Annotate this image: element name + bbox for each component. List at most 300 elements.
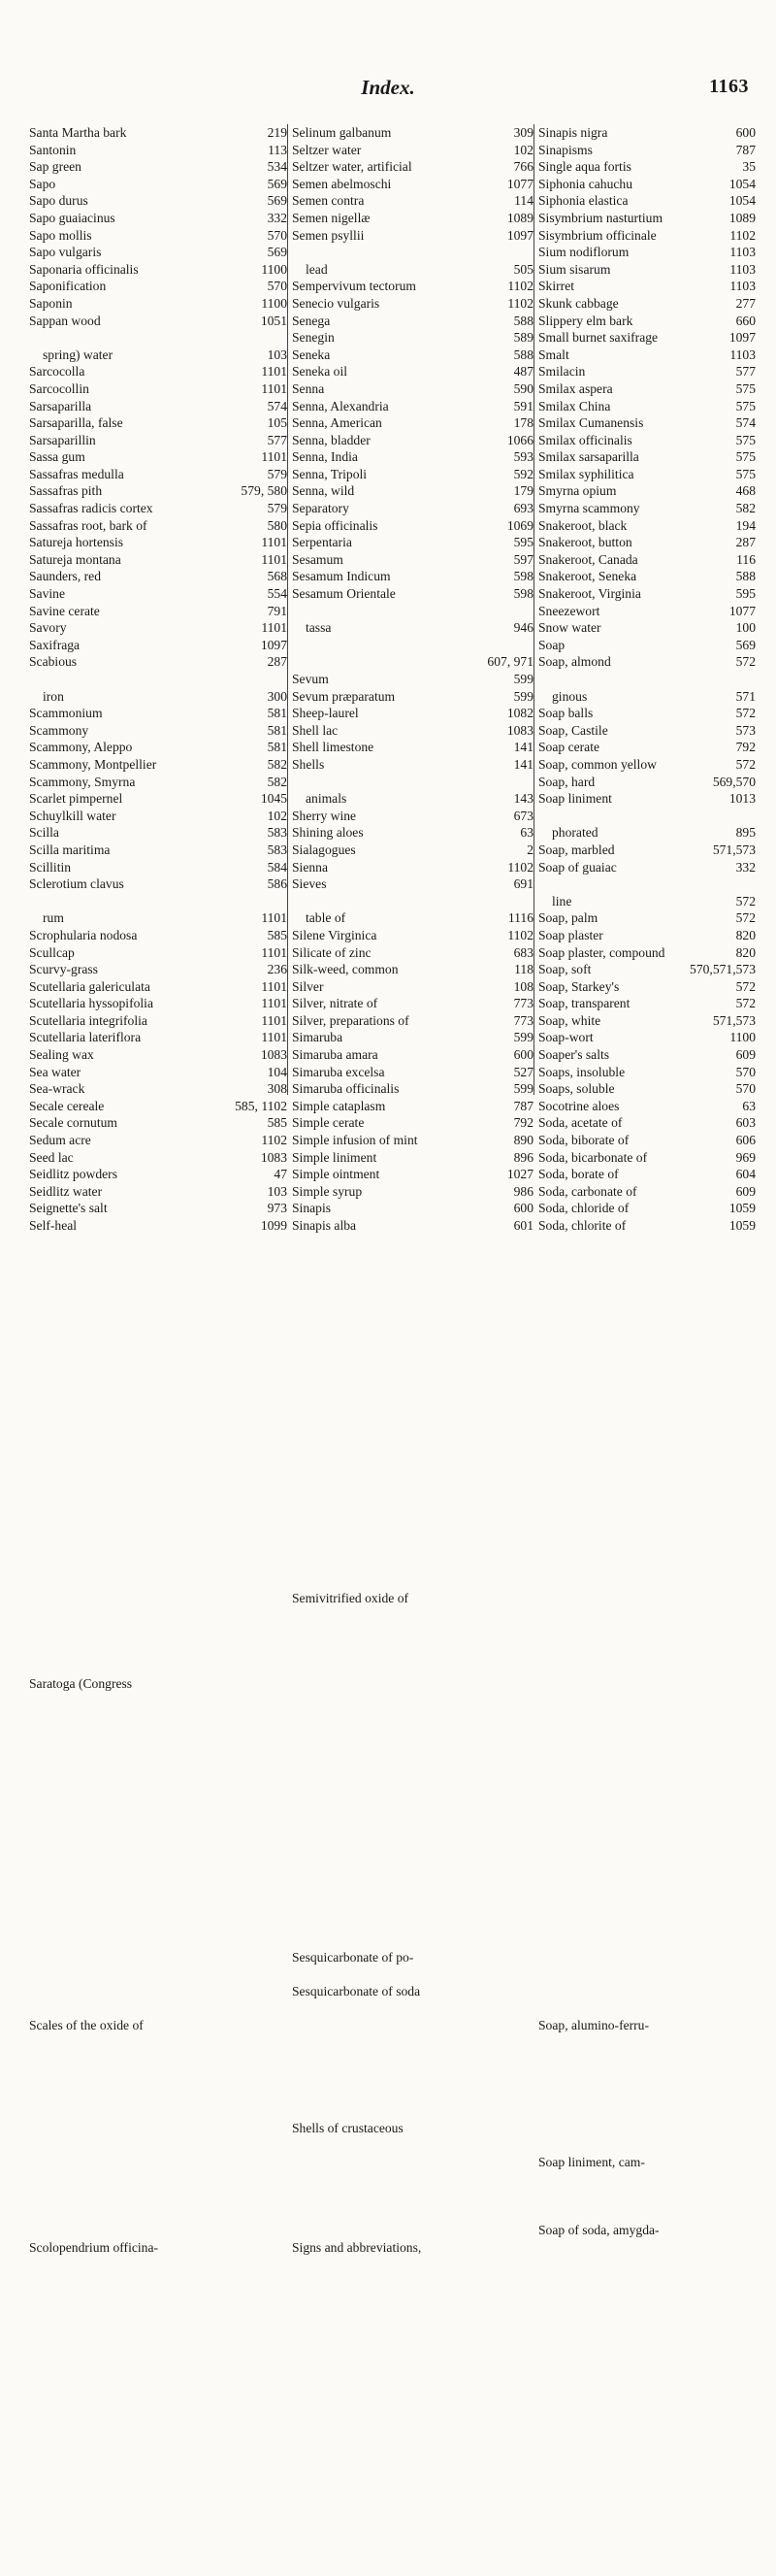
index-term: Scutellaria galericulata [29, 978, 150, 994]
index-page-ref: 113 [268, 142, 287, 157]
index-term: Satureja hortensis [29, 535, 124, 550]
index-page-ref: 787 [735, 142, 756, 157]
index-page-ref: 581 [267, 722, 287, 738]
index-entry [29, 688, 289, 706]
index-page-ref: 600 [735, 125, 756, 140]
index-entry [292, 261, 536, 279]
index-term: Scrophularia nodosa [29, 927, 138, 942]
index-page-ref: 568 [267, 569, 287, 584]
index-page-ref: 309 [513, 125, 534, 140]
index-term: Scales of the oxide of [29, 2018, 144, 2032]
index-page-ref: 577 [267, 432, 287, 447]
index-term: Shining aloes [292, 825, 364, 841]
index-term: Silene Virginica [292, 927, 377, 942]
index-page-ref: 601 [513, 1218, 534, 1233]
index-entry [292, 653, 536, 671]
index-term: Scolopendrium officina- [29, 2239, 159, 2255]
index-page-ref: 607, 971 [487, 654, 534, 670]
index-term: Seignette's salt [29, 1201, 108, 1216]
index-page-ref: 1027 [506, 1167, 534, 1182]
index-term: Smyrna scammony [538, 501, 640, 516]
index-term: Simaruba [292, 1030, 343, 1045]
index-term: spring) water [43, 347, 113, 362]
index-term: Soda, chloride of [538, 1201, 630, 1216]
index-entry [292, 227, 536, 245]
index-page-ref: 1100 [261, 261, 287, 277]
index-term: table of [306, 910, 346, 926]
index-page-ref: 580 [267, 517, 287, 533]
index-term: Scammonium [29, 706, 103, 721]
index-page-ref: 570,571,573 [690, 962, 756, 977]
index-page-ref: 178 [513, 415, 534, 431]
index-term: Seneka [292, 347, 331, 362]
index-entry [29, 142, 289, 159]
index-term: Smilax syphilitica [538, 466, 634, 481]
index-page-ref: 1101 [261, 449, 287, 465]
index-page-ref: 574 [735, 415, 756, 431]
index-entry [29, 909, 289, 927]
index-entry [538, 158, 760, 176]
index-term: Schuylkill water [29, 808, 116, 823]
index-page-ref: 300 [267, 688, 287, 704]
index-page-ref: 574 [267, 398, 287, 413]
index-page-ref: 35 [742, 159, 756, 175]
index-term: Smalt [538, 347, 569, 362]
index-term: Semen nigellæ [292, 210, 371, 225]
index-page-ref: 590 [513, 380, 534, 396]
index-page-ref: 591 [513, 398, 534, 413]
index-page-ref: 308 [267, 1081, 287, 1097]
index-page-ref: 179 [513, 483, 534, 499]
index-term: Sarcocollin [29, 380, 89, 396]
index-page-ref: 1097 [260, 637, 287, 652]
index-page-ref: 1099 [260, 1218, 287, 1233]
index-term: Skirret [538, 279, 574, 294]
index-term: Soap plaster, compound [538, 944, 665, 960]
index-term: Soap plaster [538, 927, 603, 942]
index-page-ref: 570 [735, 1064, 756, 1079]
page-title: Index. [361, 76, 415, 99]
index-page-ref: 820 [735, 944, 756, 960]
index-page-ref: 1077 [506, 176, 534, 191]
index-term: tassa [306, 620, 332, 636]
index-page-ref: 1077 [728, 603, 756, 618]
index-term: Sialagogues [292, 842, 356, 857]
index-page-ref: 599 [513, 1030, 534, 1045]
index-page-ref: 973 [267, 1201, 287, 1216]
index-term: Secale cereale [29, 1098, 105, 1113]
index-term: Seed lac [29, 1149, 74, 1165]
index-term: Soap liniment [538, 791, 612, 807]
index-term: Separatory [292, 501, 349, 516]
index-term: Satureja montana [29, 551, 121, 567]
index-term: Semivitrified oxide of [292, 1591, 409, 1606]
index-page-ref: 582 [735, 501, 756, 516]
index-page-ref: 194 [735, 517, 756, 533]
index-page-ref: 1102 [261, 1133, 287, 1148]
index-page-ref: 569 [267, 193, 287, 209]
index-page-ref: 102 [267, 808, 287, 823]
index-page-ref: 1059 [728, 1201, 756, 1216]
index-entry [292, 756, 536, 774]
index-term: Sclerotium clavus [29, 876, 124, 892]
index-term: Simple liniment [292, 1149, 377, 1165]
index-term: Scillitin [29, 859, 72, 875]
index-entry [538, 176, 760, 193]
index-term: Simaruba excelsa [292, 1064, 385, 1079]
index-term: Scutellaria lateriflora [29, 1030, 142, 1045]
index-page-ref: 572 [735, 756, 756, 772]
index-term: Seneka oil [292, 364, 348, 380]
index-page-ref: 1101 [261, 910, 287, 926]
index-term: Simaruba amara [292, 1047, 378, 1063]
index-page-ref: 572 [735, 654, 756, 670]
index-term: Sapo durus [29, 193, 88, 209]
index-page-ref: 585 [267, 1115, 287, 1131]
index-term: Seltzer water [292, 142, 362, 157]
index-term: Simple cerate [292, 1115, 365, 1131]
index-entry [29, 619, 289, 637]
index-page-ref: 791 [267, 603, 287, 618]
index-page-ref: 1089 [506, 210, 534, 225]
index-entry [292, 210, 536, 227]
index-page-ref: 792 [513, 1115, 534, 1131]
index-page-ref: 1101 [261, 535, 287, 550]
index-term: Seltzer water, artificial [292, 159, 412, 175]
index-page-ref: 219 [267, 125, 287, 140]
index-term: Sherry wine [292, 808, 357, 823]
index-page-ref: 589 [513, 330, 534, 346]
index-page-ref: 820 [735, 927, 756, 942]
index-term: Sapo mollis [29, 227, 92, 243]
index-page-ref: 1083 [506, 722, 534, 738]
index-page-ref: 683 [513, 944, 534, 960]
index-term: Single aqua fortis [538, 159, 631, 175]
index-page-ref: 787 [513, 1098, 534, 1113]
index-page-ref: 1101 [261, 364, 287, 380]
index-term: Senna, Alexandria [292, 398, 389, 413]
index-term: Sium nodiflorum [538, 245, 630, 260]
index-page-ref: 609 [735, 1183, 756, 1199]
index-page-ref: 1083 [260, 1047, 287, 1063]
index-term: Silver, nitrate of [292, 996, 378, 1011]
index-term: Sap green [29, 159, 81, 175]
index-entry [292, 380, 536, 398]
index-page-ref: 581 [267, 706, 287, 721]
index-entry [538, 278, 760, 295]
index-page-ref: 468 [735, 483, 756, 499]
index-term: Signs and abbreviations, [292, 2239, 422, 2255]
index-term: Sinapis nigra [538, 125, 608, 140]
index-term: Sedum acre [29, 1133, 91, 1148]
index-term: Soaper's salts [538, 1047, 610, 1063]
index-page-ref: 277 [735, 295, 756, 311]
index-term: Soaps, soluble [538, 1081, 615, 1097]
index-term: Sneezewort [538, 603, 600, 618]
index-term: Semen psyllii [292, 227, 365, 243]
index-page-ref: 582 [267, 756, 287, 772]
index-term: Soap, Starkey's [538, 978, 620, 994]
index-term: Sea water [29, 1064, 81, 1079]
index-page-ref: 1100 [729, 1030, 756, 1045]
index-term: Simple infusion of mint [292, 1133, 418, 1148]
index-term: lead [306, 261, 328, 277]
index-page-ref: 1045 [260, 791, 287, 807]
index-page-ref: 969 [735, 1149, 756, 1165]
index-term: Serpentaria [292, 535, 352, 550]
index-entry [292, 859, 536, 876]
index-columns [29, 124, 759, 2255]
index-page-ref: 505 [513, 261, 534, 277]
index-term: ginous [552, 688, 588, 704]
index-term: Silver [292, 978, 324, 994]
index-term: Scullcap [29, 944, 75, 960]
index-term: Sealing wax [29, 1047, 94, 1063]
index-page-ref: 572 [735, 893, 756, 908]
index-term: phorated [552, 825, 598, 841]
index-term: Sienna [292, 859, 328, 875]
index-page-ref: 890 [513, 1133, 534, 1148]
index-entry [538, 142, 760, 159]
index-entry [29, 585, 289, 603]
index-entry [538, 313, 760, 330]
index-entry [292, 158, 536, 176]
index-page-ref: 63 [742, 1098, 756, 1113]
index-page-ref: 114 [514, 193, 534, 209]
index-page-ref: 569 [267, 176, 287, 191]
index-term: Sepia officinalis [292, 517, 378, 533]
index-page-ref: 1103 [729, 279, 756, 294]
index-term: Savine [29, 586, 65, 602]
index-term: Siphonia elastica [538, 193, 629, 209]
index-page-ref: 603 [735, 1115, 756, 1131]
index-term: Snakeroot, button [538, 535, 632, 550]
index-term: Soap, common yellow [538, 756, 657, 772]
index-page-ref: 579 [267, 466, 287, 481]
index-page-ref: 572 [735, 910, 756, 926]
index-term: Sisymbrium officinale [538, 227, 657, 243]
index-page-ref: 104 [267, 1064, 287, 1079]
index-page-ref: 1102 [507, 927, 534, 942]
index-page-ref: 673 [513, 808, 534, 823]
index-page-ref: 287 [267, 654, 287, 670]
index-page-ref: 579, 580 [241, 483, 287, 499]
index-term: Santa Martha bark [29, 125, 127, 140]
index-term: Soap of guaiac [538, 859, 617, 875]
index-page-ref: 585, 1102 [235, 1098, 287, 1113]
index-page-ref: 1101 [261, 1030, 287, 1045]
index-entry [292, 671, 536, 688]
index-entry [538, 295, 760, 313]
index-term: Smilacin [538, 364, 586, 380]
index-page-ref: 592 [513, 466, 534, 481]
index-page-ref: 287 [735, 535, 756, 550]
index-page-ref: 579 [267, 501, 287, 516]
index-column-2 [287, 124, 536, 2255]
index-page-ref: 554 [267, 586, 287, 602]
index-term: Selinum galbanum [292, 125, 392, 140]
index-term: Senna, bladder [292, 432, 371, 447]
index-column-3 [534, 124, 760, 2238]
index-term: Sesamum Orientale [292, 586, 396, 602]
index-page-ref: 108 [513, 978, 534, 994]
index-page-ref: 595 [735, 586, 756, 602]
index-page-ref: 600 [513, 1047, 534, 1063]
index-term: Soda, biborate of [538, 1133, 630, 1148]
index-page-ref: 575 [735, 449, 756, 465]
index-term: Sarsaparillin [29, 432, 96, 447]
index-page-ref: 895 [735, 825, 756, 841]
index-term: Senega [292, 313, 331, 328]
index-page-ref: 946 [513, 620, 534, 636]
index-page-ref: 534 [267, 159, 287, 175]
index-page-ref: 1101 [261, 551, 287, 567]
index-page-ref: 986 [513, 1183, 534, 1199]
index-page-ref: 572 [735, 996, 756, 1011]
index-page-ref: 1102 [729, 227, 756, 243]
index-term: Soda, borate of [538, 1167, 619, 1182]
index-page-ref: 693 [513, 501, 534, 516]
index-term: Sinapis alba [292, 1218, 357, 1233]
index-page-ref: 1083 [260, 1149, 287, 1165]
index-term: Senna, India [292, 449, 358, 465]
index-term: Sempervivum tectorum [292, 279, 416, 294]
index-page-ref: 792 [735, 740, 756, 755]
index-term: Shells of crustaceous [292, 2120, 404, 2135]
index-term: Scilla [29, 825, 59, 841]
index-term: Scutellaria integrifolia [29, 1012, 147, 1028]
index-term: Soap, Castile [538, 722, 608, 738]
index-term: Snow water [538, 620, 601, 636]
index-entry [29, 124, 289, 142]
index-term: Siphonia cahuchu [538, 176, 633, 191]
index-term: Senna, Tripoli [292, 466, 368, 481]
index-page-ref: 586 [267, 876, 287, 892]
index-term: Sarsaparilla, false [29, 415, 123, 431]
index-page-ref: 1101 [261, 978, 287, 994]
index-term: Sisymbrium nasturtium [538, 210, 663, 225]
index-page-ref: 598 [513, 586, 534, 602]
index-page-ref: 141 [513, 740, 534, 755]
index-term: Scammony, Montpellier [29, 756, 157, 772]
index-page-ref: 588 [735, 569, 756, 584]
index-page-ref: 588 [513, 313, 534, 328]
index-entry [29, 176, 289, 193]
index-page-ref: 527 [513, 1064, 534, 1079]
index-page-ref: 63 [520, 825, 534, 841]
index-page-ref: 570 [735, 1081, 756, 1097]
index-page-ref: 1103 [729, 347, 756, 362]
index-page-ref: 571,573 [712, 1012, 756, 1028]
index-term: Saxifraga [29, 637, 81, 652]
index-term: Smilax China [538, 398, 611, 413]
index-page-ref: 766 [513, 159, 534, 175]
index-term: Sinapisms [538, 142, 593, 157]
index-page-ref: 585 [267, 927, 287, 942]
index-term: Soap balls [538, 706, 594, 721]
index-page-ref: 1101 [261, 620, 287, 636]
index-page-ref: 116 [736, 551, 756, 567]
index-term: Soap, white [538, 1012, 601, 1028]
index-page-ref: 1097 [728, 330, 756, 346]
index-term: Soap, transparent [538, 996, 630, 1011]
index-page-ref: 571,573 [712, 842, 756, 857]
index-entry [292, 978, 536, 996]
index-term: Sesamum [292, 551, 343, 567]
index-term: Soda, carbonate of [538, 1183, 637, 1199]
index-page-ref: 105 [267, 415, 287, 431]
index-term: Soap, almond [538, 654, 611, 670]
index-term: Soap, soft [538, 962, 592, 977]
index-term: rum [43, 910, 64, 926]
index-term: Saponin [29, 295, 73, 311]
index-term: Scilla maritima [29, 842, 111, 857]
index-page-ref: 1059 [728, 1218, 756, 1233]
index-term: animals [306, 791, 347, 807]
index-page-ref: 1013 [728, 791, 756, 807]
index-term: line [552, 893, 572, 908]
index-page-ref: 597 [513, 551, 534, 567]
index-page-ref: 1102 [507, 859, 534, 875]
index-term: Sappan wood [29, 313, 101, 328]
index-term: Semen abelmoschi [292, 176, 392, 191]
index-page-ref: 581 [267, 740, 287, 755]
index-term: Sheep-laurel [292, 706, 359, 721]
index-page-ref: 773 [513, 996, 534, 1011]
index-term: Sarcocolla [29, 364, 85, 380]
index-entry [29, 158, 289, 176]
index-term: Small burnet saxifrage [538, 330, 659, 346]
index-term: Soap, marbled [538, 842, 615, 857]
index-term: Saponaria officinalis [29, 261, 139, 277]
index-page-ref: 575 [735, 432, 756, 447]
index-page-ref: 102 [513, 142, 534, 157]
page-number: 1163 [709, 76, 749, 97]
index-page-ref: 598 [513, 569, 534, 584]
index-page-ref: 1100 [261, 295, 287, 311]
index-term: Silicate of zinc [292, 944, 372, 960]
index-page-ref: 896 [513, 1149, 534, 1165]
index-page-ref: 1066 [506, 432, 534, 447]
index-entry [538, 637, 760, 654]
index-term: Soap liniment, cam- [538, 2154, 645, 2169]
index-term: Sassafras medulla [29, 466, 124, 481]
index-page-ref: 599 [513, 688, 534, 704]
index-page-ref: 599 [513, 1081, 534, 1097]
index-term: Soap, hard [538, 774, 596, 789]
index-page-ref: 593 [513, 449, 534, 465]
index-entry [292, 875, 536, 893]
index-page-ref: 572 [735, 978, 756, 994]
index-term: Snakeroot, black [538, 517, 628, 533]
index-term: Soda, chlorite of [538, 1218, 627, 1233]
index-page-ref: 143 [513, 791, 534, 807]
index-term: Soda, bicarbonate of [538, 1149, 648, 1165]
index-term: Savory [29, 620, 67, 636]
index-entry [538, 261, 760, 279]
index-entry [538, 124, 760, 142]
index-term: Sevum [292, 672, 329, 686]
index-page-ref: 773 [513, 1012, 534, 1028]
index-term: Soap cerate [538, 740, 600, 755]
index-term: Soap of soda, amygda- [538, 2223, 660, 2238]
index-term: Soaps, insoluble [538, 1064, 626, 1079]
index-term: Savine cerate [29, 603, 100, 618]
index-entry [292, 142, 536, 159]
index-page-ref: 2 [527, 842, 534, 857]
index-term: Simple cataplasm [292, 1098, 386, 1113]
index-page-ref: 1069 [506, 517, 534, 533]
